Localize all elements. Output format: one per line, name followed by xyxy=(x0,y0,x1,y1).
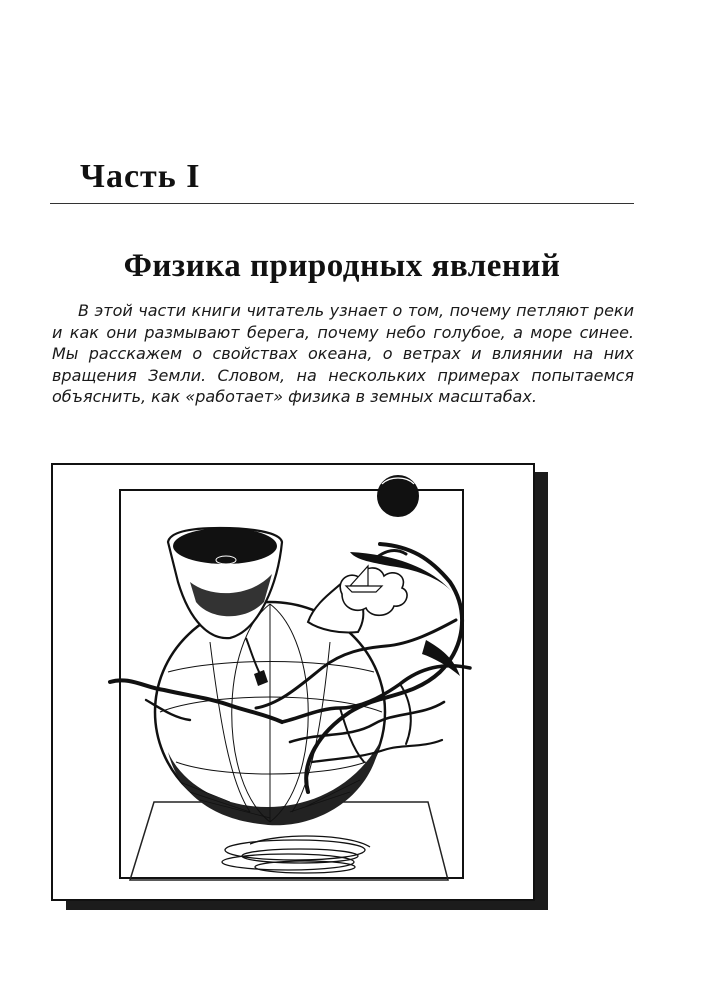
chapter-title: Физика природных явлений xyxy=(123,248,561,284)
frontispiece-illustration xyxy=(50,462,550,914)
part-title: Часть I xyxy=(80,158,201,195)
header-divider xyxy=(50,203,634,204)
intro-paragraph: В этой части книги читатель узнает о том, почему петляют реки и как они размывают берега, почему небо голубое, а море синее. Мы расскажем о свойствах океана, о ветрах и влиянии на них вращения Земли. Словом, на нескольких примерах попытаемся объяснить, как «работает» физика в земных масштабах. xyxy=(52,301,634,406)
